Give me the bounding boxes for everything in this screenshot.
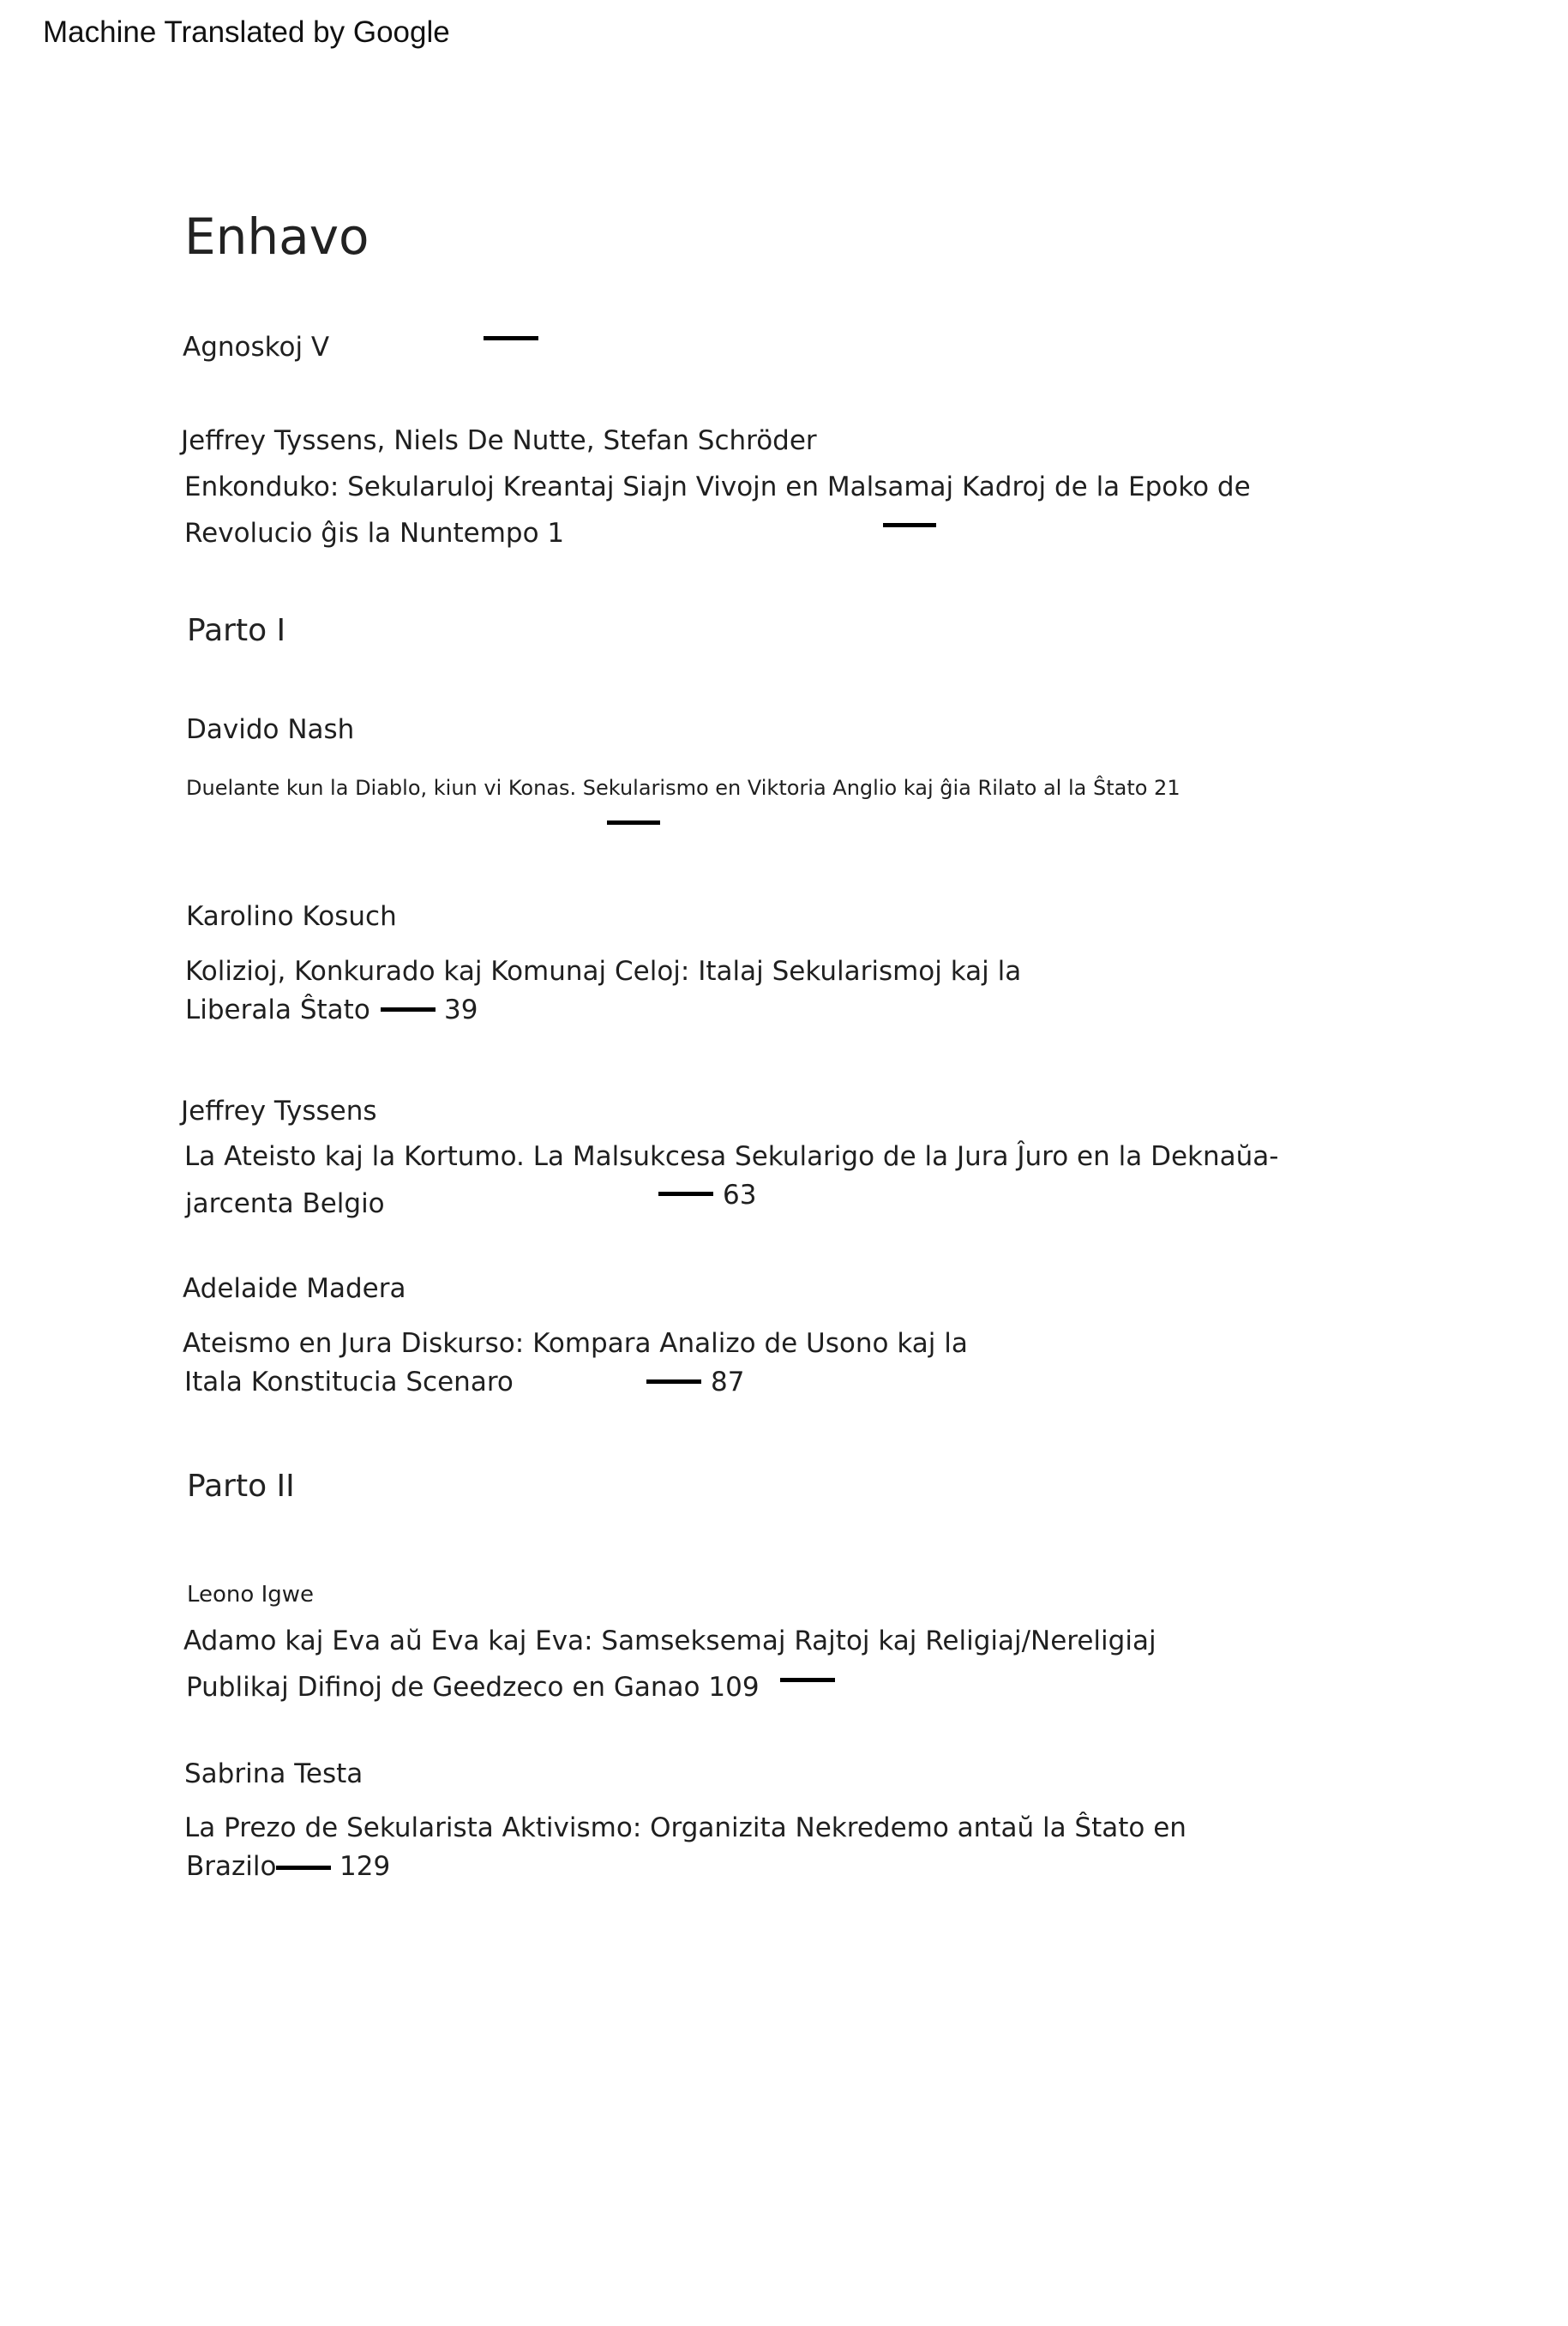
entry-authors: Jeffrey Tyssens [181,1096,377,1127]
page-number: 129 [339,1851,391,1882]
entry-title-line: Ateismo en Jura Diskurso: Kompara Analizo de Usono kaj la [183,1328,968,1359]
acknowledgements-entry: Agnoskoj V [183,332,330,363]
entry-authors: Adelaide Madera [183,1273,406,1304]
translation-banner: Machine Translated by Google [43,15,450,49]
entry-title-line: Publikaj Difinoj de Geedzeco en Ganao 109 [186,1672,760,1703]
entry-title-line: Duelante kun la Diablo, kiun vi Konas. Sekularismo en Viktoria Anglio kaj ĝia Rilato al la Ŝtato 21 [186,776,1181,800]
page-number: 63 [723,1180,757,1211]
entry-authors: Jeffrey Tyssens, Niels De Nutte, Stefan Schröder [181,425,817,456]
entry-title-line: jarcenta Belgio [185,1188,385,1219]
leader-dash [381,1007,436,1012]
entry-title-line: Itala Konstitucia Scenaro [184,1367,514,1397]
part-heading: Parto II [187,1469,295,1504]
entry-authors: Sabrina Testa [184,1758,363,1789]
page-number: 39 [444,995,478,1025]
entry-title-line: Liberala Ŝtato [185,995,370,1025]
entry-title-line: Revolucio ĝis la Nuntempo 1 [184,518,565,549]
page-title: Enhavo [184,207,369,266]
leader-dash [883,523,936,527]
entry-title-line: Enkonduko: Sekularuloj Kreantaj Siajn Vivojn en Malsamaj Kadroj de la Epoko de [184,472,1251,502]
leader-dash [646,1379,701,1384]
entry-authors: Karolino Kosuch [186,901,397,932]
leader-dash [607,820,660,825]
entry-title-line: La Ateisto kaj la Kortumo. La Malsukcesa Sekularigo de la Jura Ĵuro en la Deknaŭa- [184,1141,1279,1172]
part-heading: Parto I [187,613,286,648]
leader-dash [658,1192,713,1196]
entry-title-line: La Prezo de Sekularista Aktivismo: Organizita Nekredemo antaŭ la Ŝtato en [184,1812,1187,1843]
entry-title-line: Kolizioj, Konkurado kaj Komunaj Celoj: Italaj Sekularismoj kaj la [185,956,1022,987]
entry-authors: Davido Nash [186,714,355,745]
leader-dash [484,336,538,340]
page-number: 87 [711,1367,745,1397]
entry-title-line: Brazilo [186,1851,277,1882]
entry-authors: Leono Igwe [187,1582,315,1608]
leader-dash [276,1866,331,1870]
entry-title-line: Adamo kaj Eva aŭ Eva kaj Eva: Samseksemaj Rajtoj kaj Religiaj/Nereligiaj [183,1626,1156,1656]
leader-dash [780,1678,835,1682]
